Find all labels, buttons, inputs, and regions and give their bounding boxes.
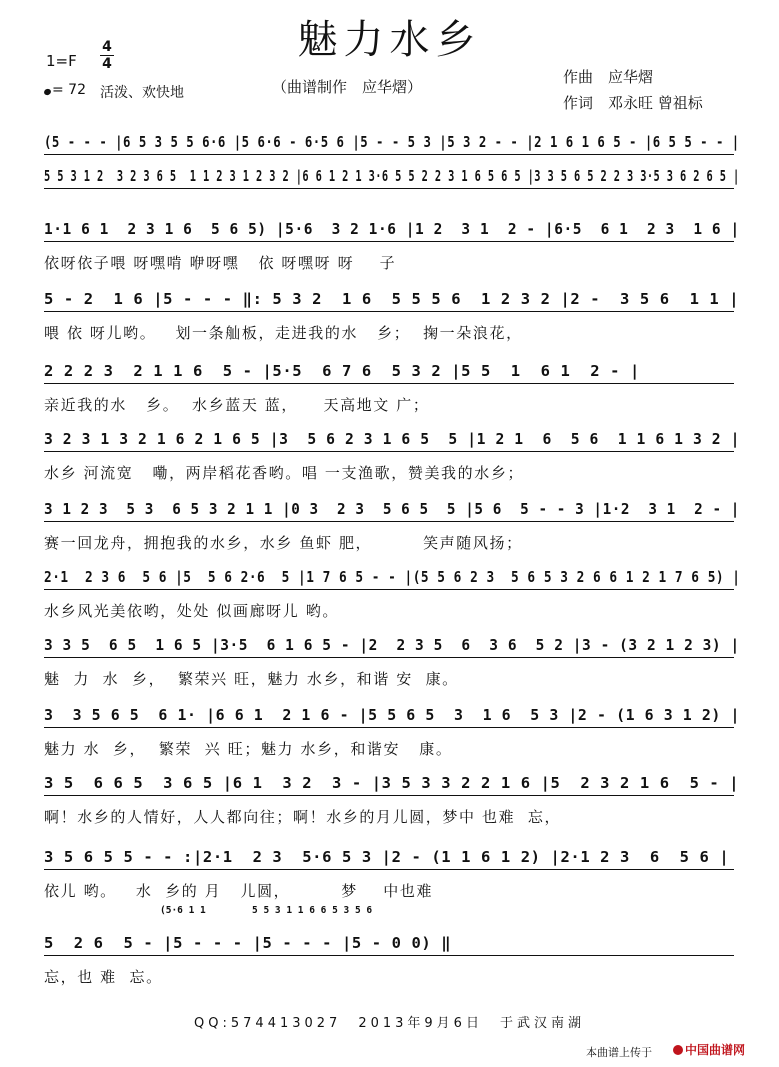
notation-row: 3 5 6 6 5 3 6 5 |6 1 3 2 3 - |3 5 3 3 2 2 1 6 |5 2 3 2 1 6 5 - | [44,774,740,792]
tempo-marking [44,82,86,98]
lyricist-credit: 作词 邓永旺 曾祖标 [563,94,703,112]
notation-row: 3 2 3 1 3 2 1 6 2 1 6 5 |3 5 6 2 3 1 6 5 5 |1 2 1 6 5 6 1 1 6 1 3 2 | [44,430,741,448]
beam-line [44,311,734,312]
lyric-row: 亲近我的水 乡。 水乡蓝天 蓝， 天高地文 广； [44,396,430,414]
time-signature [100,40,114,71]
beam-line [44,955,734,956]
lyric-row: 水乡风光美依哟，处处 似画廊呀儿 哟。 [44,602,339,620]
beam-line [44,589,734,590]
beam-line [44,188,734,189]
credits [563,64,703,116]
score-maker: （曲谱制作 应华熠） [272,78,423,96]
logo-text: 中国曲谱网 [685,1043,746,1057]
footer-note: QQ:574413027 2013年9月6日 于武汉南湖 [194,1016,585,1031]
notation-row: 1·1 6 1 2 3 1 6 5 6 5) |5·6 3 2 1·6 |1 2 3 1 2 - |6·5 6 1 2 3 1 6 | [44,220,740,238]
notation-row: (5 - - - |6 5 3 5 5 6·6 |5 6·6 - 6·5 6 |5 - - 5 3 |5 3 2 - - |2 1 6 1 6 5 - |6 5 5 - - | [44,133,740,151]
tempo-value: = 72 [52,82,86,98]
beam-line [44,383,734,384]
lyric-row: 魅力 水 乡， 繁荣 兴 旺；魅力 水乡，和谐安 康。 [44,740,453,758]
beam-line [44,521,734,522]
beam-line [44,451,734,452]
site-logo [673,1041,745,1058]
beam-line [44,657,734,658]
notation-row: 2 2 2 3 2 1 1 6 5 - |5·5 6 7 6 5 3 2 |5 5 1 6 1 2 - | [44,362,640,380]
lyric-row: 赛一回龙舟，拥抱我的水乡，水乡 鱼虾 肥， 笑声随风扬； [44,534,523,552]
beam-line [44,154,734,155]
lyric-row: 依儿 哟。 水 乡的 月 儿圆， 梦 中也难 [44,882,434,900]
beam-line [44,869,734,870]
beam-line [44,795,734,796]
lyric-row: 喂 依 呀儿哟。 划一条舢板，走进我的水 乡； 掬一朵浪花， [44,324,523,342]
notation-row: 3 3 5 6 5 1 6 5 |3·5 6 1 6 5 - |2 2 3 5 6 3 6 5 2 |3 - (3 2 1 2 3) | [44,636,740,654]
key-signature: 1=F [46,52,77,70]
upload-text: 本曲谱上传于 [586,1046,652,1059]
lyric-row: 依呀依子喂 呀嘿啃 咿呀嘿 依 呀嘿呀 呀 子 [44,254,397,272]
meter-bottom: 4 [102,56,112,72]
meter-top: 4 [102,39,112,55]
small-note-left: (5·6 1 1 [160,905,206,916]
notation-row: 3 5 6 5 5 - - :|2·1 2 3 5·6 5 3 |2 - (1 1 6 1 2) |2·1 2 3 6 5 6 | [44,848,730,866]
quarter-note-icon [43,88,52,96]
small-note-right: 5 5 3 1 1 6 6 5 3 5 6 [252,905,373,916]
logo-icon [673,1045,683,1055]
lyric-row: 忘，也 难 忘。 [44,968,163,986]
lyric-row: 水乡 河流宽 嘞，两岸稻花香哟。唱 一支渔歌，赞美我的水乡； [44,464,525,482]
notation-row: 5 - 2 1 6 |5 - - - ‖: 5 3 2 1 6 5 5 5 6 1 2 3 2 |2 - 3 5 6 1 1 | [44,290,740,308]
notation-row: 5 2 6 5 - |5 - - - |5 - - - |5 - 0 0) ‖ [44,934,452,952]
mood-marking: 活泼、欢快地 [100,85,184,101]
composer-credit: 作曲 应华熠 [563,68,654,86]
beam-line [44,727,734,728]
notation-row: 3 1 2 3 5 3 6 5 3 2 1 1 |0 3 2 3 5 6 5 5 |5 6 5 - - 3 |1·2 3 1 2 - | [44,500,740,518]
song-title: 魅力水乡 [297,17,482,63]
notation-row: 5 5 3 1 2 3 2 3 6 5 1 1 2 3 1 2 3 2 |6 6 1 2 1 3·6 5 5 2 2 3 1 6 5 6 5 |3 3 5 6 5 2 2 3 3·5 3 6 2 6 5 | [44,167,740,185]
notation-row: 3 3 5 6 5 6 1· |6 6 1 2 1 6 - |5 5 6 5 3 1 6 5 3 |2 - (1 6 3 1 2) | [44,706,741,724]
beam-line [44,241,734,242]
lyric-row: 啊！水乡的人情好，人人都向往；啊！水乡的月儿圆，梦中 也难 忘， [44,808,562,826]
notation-row: 2·1 2 3 6 5 6 |5 5 6 2·6 5 |1 7 6 5 - - |(5 5 6 2 3 5 6 5 3 2 6 6 1 2 1 7 6 5) | [44,568,741,586]
lyric-row: 魅 力 水 乡， 繁荣兴 旺，魅力 水乡，和谐 安 康。 [44,670,459,688]
